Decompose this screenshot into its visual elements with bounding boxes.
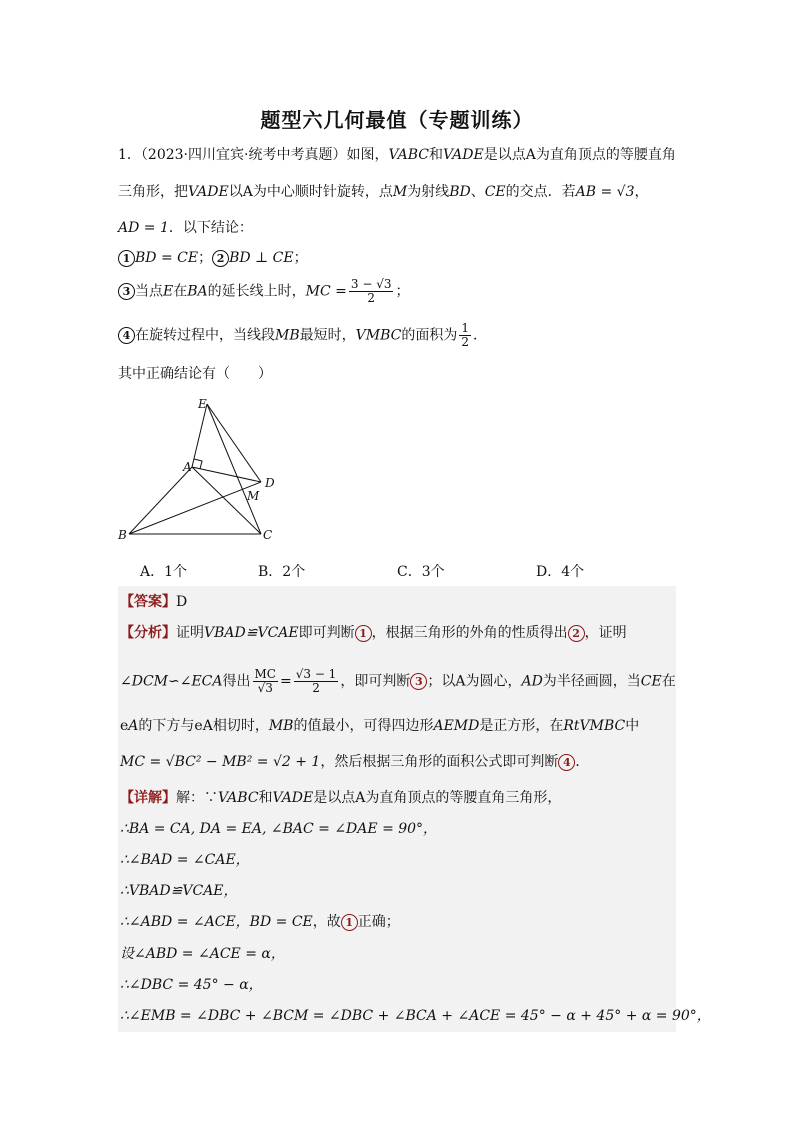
math: ∴VBAD≌VCAE， [120,883,238,899]
text: 当点 [135,283,163,300]
denominator: 2 [461,335,469,349]
label-B: B [118,528,127,542]
math: ∴∠BAD = ∠CAE， [120,852,250,868]
analysis-line-3 [120,716,639,736]
text: 为射线 [407,184,450,200]
circled-number: 1 [355,625,372,642]
option-d[interactable]: D．4个 [536,564,585,580]
text: ； [395,283,410,300]
analysis-tag: 【分析】 [120,625,176,641]
text: 相切时， [212,718,269,734]
detail-line-7 [120,975,263,995]
math: E [163,283,174,300]
detail-line-6 [120,944,285,964]
answer-line [120,592,187,612]
math: ∠DCM∽∠ECA [120,673,223,690]
text: 以A为中心顺时针旋转，点 [228,184,393,200]
label-A: A [183,460,192,474]
fraction [294,668,339,695]
text: 三角形，把 [118,184,188,200]
circled-number: 1 [118,250,135,267]
question-prompt: 其中正确结论有（ ） [118,366,272,382]
answer-value: D [176,594,188,610]
text: eA [194,718,213,734]
text: ，故 [312,914,341,930]
math: AB = √3 [575,184,635,200]
math: VADE [442,147,484,163]
detail-tag: 【详解】 [120,790,176,806]
text: ． [575,754,590,770]
math: ∴∠DBC = 45° − α， [120,977,263,993]
numerator: MC [254,667,276,681]
math: AD [521,673,543,690]
text: ，即可判断 [340,673,411,690]
math: 设∠ABD = ∠ACE = α， [120,946,285,962]
line-AD [192,467,261,482]
math: BD [449,184,471,200]
line-EA [192,404,207,467]
circled-number: 1 [341,914,358,931]
text: ，然后根据三角形的面积公式即可判断 [320,754,559,770]
text: 证明 [176,625,204,641]
analysis-line-2 [120,668,676,695]
label-D: D [265,476,275,490]
question-source: （2023·四川宜宾·统考中考真题） [140,147,347,163]
text: 是正方形，在 [479,718,564,734]
text: ； [293,250,308,266]
numerator: 3 − √3 [350,277,392,291]
detail-line-2 [120,819,437,839]
math: M [392,184,408,200]
answer-panel [118,586,676,1032]
text: 为半径画圆，当 [542,673,641,690]
line-BD [129,482,261,534]
math: ∴∠ABD = ∠ACE， [120,914,250,930]
math: BD = CE [249,914,313,930]
line-AB [129,467,192,534]
text: ；以A为圆心， [427,673,522,690]
text: 是以点A为直角顶点的等腰直角三角形， [313,790,562,806]
text: 是以点A为直角顶点的等腰直角 [483,147,676,163]
detail-line-1 [120,788,561,808]
line-EC [207,404,261,534]
label-M: M [247,489,260,503]
math: RtVMBC [563,718,626,734]
text: ，根据三角形的外角的性质得出 [371,625,568,641]
analysis-line-1 [120,623,627,643]
fraction [459,322,471,349]
math: CE [640,673,662,690]
circled-number: 3 [118,283,135,300]
question-line-3 [118,218,253,238]
numerator: 1 [461,321,469,335]
numerator: √3 − 1 [295,667,337,681]
math: A [128,718,139,734]
detail-line-3 [120,850,250,870]
math: ∴∠EMB = ∠DBC + ∠BCM = ∠DBC + ∠BCA + ∠ACE = 45° − α + 45° + α = 90°， [120,1008,711,1024]
text: 在旋转过程中，当线段 [135,327,275,344]
denominator: 2 [312,681,320,695]
math: MC = [305,283,347,300]
page-title: 题型六几何最值（专题训练） [260,108,534,132]
math: AD = 1 [118,220,169,236]
option-b[interactable]: B．2个 [258,564,306,580]
denominator: √3 [257,681,273,695]
detail-line-4 [120,881,238,901]
text: 正确； [357,914,400,930]
text: 的面积为 [401,327,458,344]
geometry-figure [115,392,285,547]
math: BD ⊥ CE [229,250,294,266]
math: VABC [218,790,259,806]
label-E: E [198,397,207,411]
text: ，证明 [584,625,627,641]
text: ， [634,184,649,200]
text: 中 [625,718,640,734]
circled-number: 2 [212,250,229,267]
fraction [349,278,394,305]
conclusion-3 [118,278,409,305]
text: 的延长线上时， [207,283,306,300]
text: 如图， [346,147,389,163]
text: ． [472,327,487,344]
text: 、 [470,184,485,200]
text: 最短时， [299,327,356,344]
detail-line-5 [120,912,400,932]
circled-number: 3 [410,673,427,690]
math: AEMD [433,718,480,734]
math: BD = CE [135,250,199,266]
option-a[interactable]: A．1个 [140,564,188,580]
math: MB [275,327,300,344]
text: 的值最小，可得四边形 [293,718,434,734]
circled-number: 2 [568,625,585,642]
analysis-line-4 [120,752,589,772]
detail-line-8 [120,1006,711,1026]
conclusion-4 [118,322,487,349]
circled-number: 4 [118,327,135,344]
math: VBAD≌VCAE [204,625,299,641]
text: ．以下结论： [168,220,253,236]
math: VABC [388,147,429,163]
text: 的交点．若 [505,184,576,200]
text: 在 [661,673,676,690]
math: BA [187,283,208,300]
math: VADE [272,790,314,806]
math: ∴BA = CA, DA = EA, ∠BAC = ∠DAE = 90°， [120,821,438,837]
text: = [279,673,292,690]
question-line-2 [118,182,649,202]
math: VADE [188,184,229,200]
math: CE [484,184,506,200]
answer-tag: 【答案】 [120,594,176,610]
question-line-1 [118,145,676,165]
text: 在 [173,283,188,300]
text: ； [198,250,213,266]
text: 得出 [222,673,251,690]
text: 和 [258,790,273,806]
text: 解：∵ [176,790,218,806]
fraction [253,668,278,695]
math: VMBC [355,327,402,344]
math: MC = √BC² − MB² = √2 + 1 [120,754,321,770]
conclusion-1-2 [118,248,308,268]
text: 和 [428,147,443,163]
option-c[interactable]: C．3个 [397,564,445,580]
circled-number: 4 [558,754,575,771]
math: MB [268,718,294,734]
question-number: 1． [118,147,141,163]
denominator: 2 [367,291,375,305]
text: 即可判断 [298,625,355,641]
label-C: C [263,528,273,542]
text: 的下方与 [138,718,195,734]
text: e [120,718,129,734]
